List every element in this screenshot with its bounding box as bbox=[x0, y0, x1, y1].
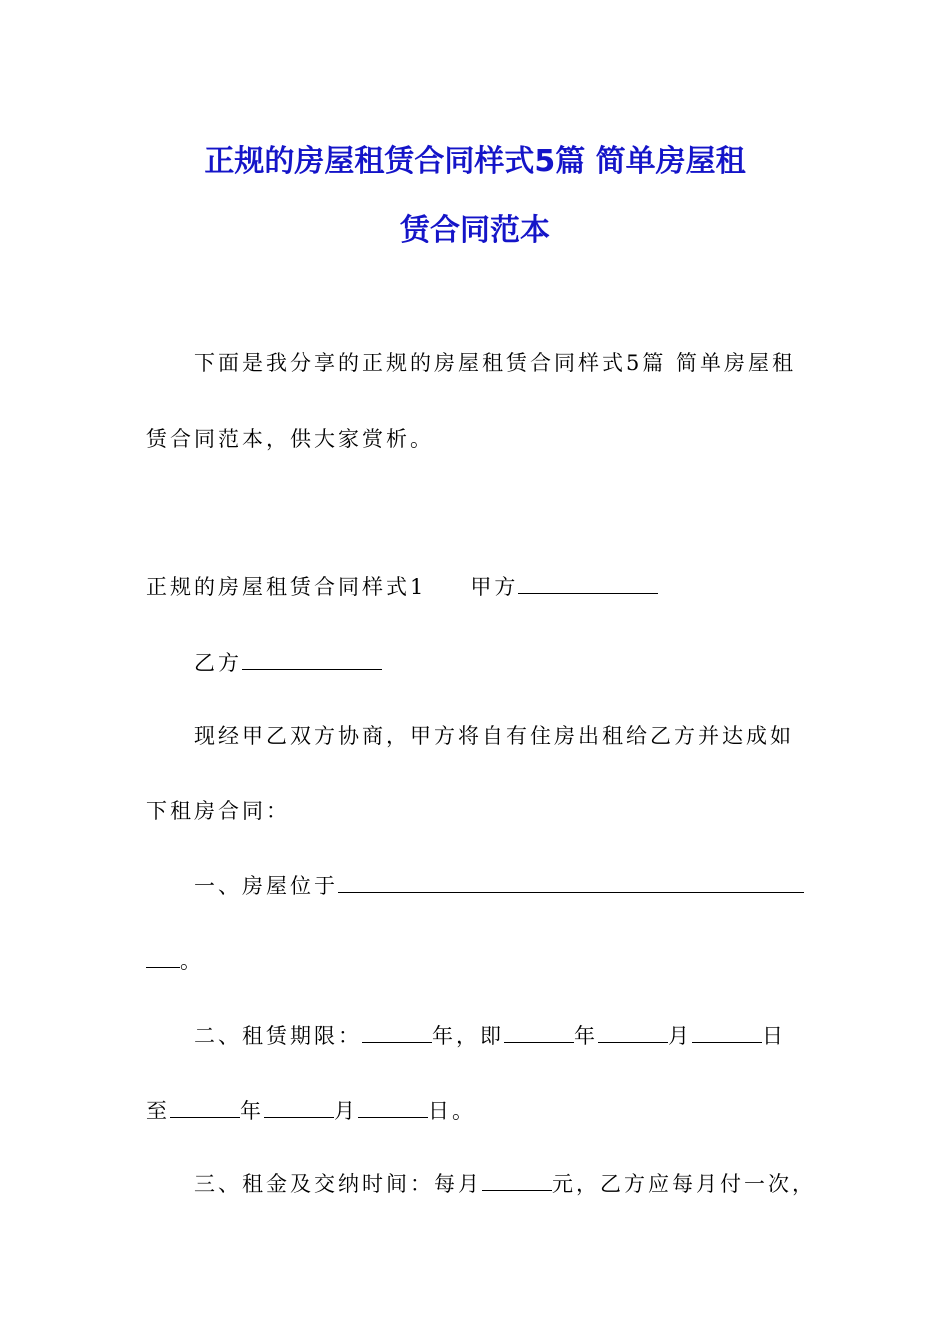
agreement-line-2: 下租房合同： bbox=[146, 799, 290, 823]
clause-1-end: 。 bbox=[180, 949, 204, 973]
end-year-blank bbox=[170, 1098, 240, 1118]
contract-heading-row bbox=[146, 571, 658, 601]
start-year-blank bbox=[504, 1023, 574, 1043]
clause-2-year-text: 年，即 bbox=[432, 1024, 504, 1048]
intro-line-2: 赁合同范本，供大家赏析。 bbox=[146, 427, 434, 451]
clause-1-blank bbox=[338, 873, 804, 893]
clause-3-row bbox=[194, 1168, 816, 1198]
end-month-blank bbox=[264, 1098, 334, 1118]
party-b-blank bbox=[242, 650, 382, 670]
party-a-blank bbox=[518, 574, 658, 594]
start-month-blank bbox=[598, 1023, 668, 1043]
term-years-blank bbox=[362, 1023, 432, 1043]
start-day-unit: 日 bbox=[762, 1024, 786, 1048]
agreement-line-1: 现经甲乙双方协商，甲方将自有住房出租给乙方并达成如 bbox=[194, 724, 794, 748]
clause-2-label: 二、租赁期限： bbox=[194, 1024, 362, 1048]
contract-heading: 正规的房屋租赁合同样式1 bbox=[146, 575, 427, 599]
start-day-blank bbox=[692, 1023, 762, 1043]
clause-1-blank-continued bbox=[146, 948, 180, 968]
end-year-unit: 年 bbox=[240, 1099, 264, 1123]
clause-2-end: 日。 bbox=[428, 1099, 476, 1123]
clause-2-to: 至 bbox=[146, 1099, 170, 1123]
start-year-unit: 年 bbox=[574, 1024, 598, 1048]
party-b-row bbox=[194, 647, 382, 677]
clause-1-continuation bbox=[146, 945, 204, 975]
clause-1-row bbox=[194, 870, 804, 900]
clause-3-label: 三、租金及交纳时间：每月 bbox=[194, 1172, 482, 1196]
document-title-line-2: 赁合同范本 bbox=[400, 213, 550, 248]
clause-3-rest: 元，乙方应每月付一次， bbox=[552, 1172, 816, 1196]
document-title-line-1: 正规的房屋租赁合同样式5篇 简单房屋租 bbox=[204, 144, 746, 179]
party-b-label: 乙方 bbox=[194, 651, 242, 675]
clause-2-row bbox=[194, 1020, 786, 1050]
clause-2-continuation bbox=[146, 1095, 476, 1125]
party-a-label: 甲方 bbox=[470, 575, 519, 599]
end-day-blank bbox=[358, 1098, 428, 1118]
end-month-unit: 月 bbox=[334, 1099, 358, 1123]
start-month-unit: 月 bbox=[668, 1024, 692, 1048]
intro-line-1: 下面是我分享的正规的房屋租赁合同样式5篇 简单房屋租 bbox=[194, 351, 797, 375]
monthly-rent-blank bbox=[482, 1171, 552, 1191]
clause-1-label: 一、房屋位于 bbox=[194, 874, 338, 898]
